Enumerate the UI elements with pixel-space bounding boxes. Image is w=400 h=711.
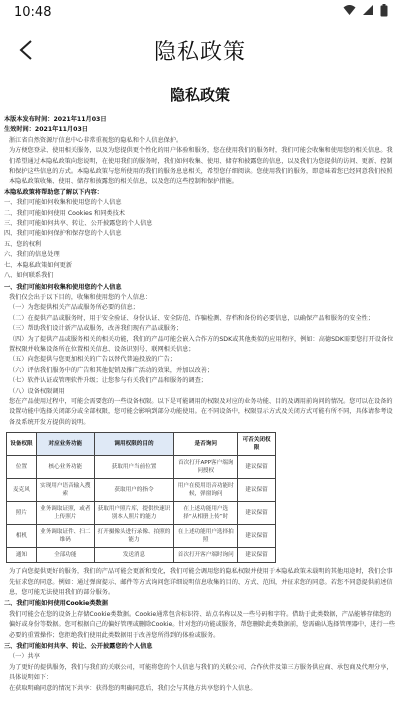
list-item: （七）软件认证或管理软件升级；让您参与有关我们产品和服务的调查； <box>9 377 207 385</box>
subsection-heading: （一）共享 <box>9 653 40 661</box>
table-header: 调用权限的目的 <box>94 433 174 456</box>
table-header: 对应业务功能 <box>36 433 94 456</box>
toc-item: 三、我们可能如何共享、转让、公开披露您的个人信息 <box>4 220 153 228</box>
toc-heading: 本隐私政策将帮助您了解以下内容： <box>4 188 103 196</box>
table-row <box>7 502 276 525</box>
table-cell: 照片 <box>7 502 37 525</box>
section-text: 为了更好的提供服务，我们与我们的关联公司，可能将您的个人信息与我们的关联公司、合作伙伴及第三方服务供应商、承包商及代理分享，具体说明如下： <box>9 663 393 682</box>
privacy-document[interactable] <box>0 80 400 711</box>
table-row <box>7 525 276 548</box>
list-item: （二）在提供产品或服务时，用于安全验证、身份认证、安全防范、诈骗检测、存档和备份的必要信息，以确保产品和服务的安全性； <box>9 314 375 322</box>
list-item: （六）评估我们服务中的广告和其他促销及推广活动的效果，并加以改善； <box>9 366 214 374</box>
back-button[interactable] <box>10 34 42 66</box>
document-title: 隐私政策 <box>169 86 230 104</box>
section-heading: 二、我们可能如何使用Cookie类数据 <box>4 600 108 608</box>
list-item: （八）设备权限调用 <box>9 387 65 395</box>
list-item: （五）向您提供与您更加相关的广告以替代普遍投放的广告； <box>9 356 177 364</box>
table-row <box>7 548 276 563</box>
table-cell: 相机 <box>7 525 37 548</box>
page-title: 隐私政策 <box>153 39 246 65</box>
intro-paragraph: 为方便您登录、使用相关服务，以及为您提供更个性化的用户体验和服务，您在使用我们的服务时，我们可能会收集和使用您的相关信息。我们希望通过本隐私政策向您说明，在使用我们的服务时，我们如何收集、使用、储存和披露您的信息，以及我们为您提供的访问、更新、控制和保护这些信息的方式。本隐私政策与您所使用的我们的服务息息相关，希望您仔细阅读。您使用我们的服务，即意味着您已经同意我们按照本隐私政策收集、使用、储存和披露您的相关信息，以及您的这些控制和保护措施。 <box>9 147 393 186</box>
table-cell: 发送消息 <box>94 548 174 563</box>
permission-intro: 您在产品使用过程中，可能会需要您的一些设备权限。以下是可能调用的权限及对应的业务功能、目的及调用前询问的情况。您可以在设备的设置功能中选择关闭部分或全部权限，您可能会影响到部分功能使用。在不同设备中，权限显示方式及关闭方式可能有所不同，具体请参考设备及系统开发方提供的说明。 <box>9 397 393 426</box>
table-cell: 首次打开客户端时询问 <box>174 548 238 563</box>
table-cell: 建议保留 <box>238 456 276 479</box>
effective-date: 生效时间：2021年11月03日 <box>4 126 88 134</box>
signal-icon <box>362 4 374 20</box>
list-item: （四）为了提供产品或服务相关的相关功能，我们的产品可能会嵌入合作方的SDK或其他类似的应用程序，例如：高德SDK需要您打开设备位置权限并收集设备所在位置相关信息、设备识别号、联网相关信息； <box>9 335 394 353</box>
table-cell: 在上述功能用户选择拍照 <box>174 525 238 548</box>
status-time: 10:48 <box>14 4 52 20</box>
table-header: 设备权限 <box>7 433 37 456</box>
table-cell: 获取用户照片库，提供快速识别本人照片的能力 <box>94 502 174 525</box>
status-icons <box>343 4 388 21</box>
table-cell: 打开摄像头进行录像、拍照的能力 <box>94 525 174 548</box>
table-row <box>7 479 276 502</box>
table-cell: 建议保留 <box>238 479 276 502</box>
battery-icon <box>380 4 388 21</box>
table-header-row <box>7 433 276 456</box>
toc-item: 八、如何联系我们 <box>4 272 54 280</box>
table-cell: 获取用户当前位置 <box>94 456 174 479</box>
toc-item: 六、我们的信息处理 <box>4 251 60 259</box>
table-cell: 业务调取证件、扫二维码 <box>36 525 94 548</box>
app-bar <box>0 24 400 76</box>
release-date: 本版本发布时间：2021年11月03日 <box>4 116 107 123</box>
table-cell: 首次打开APP客户端询问授权 <box>174 456 238 479</box>
table-cell: 位置 <box>7 456 37 479</box>
list-item: （三）帮助我们设计新产品或服务，改善我们现有产品或服务； <box>9 325 183 333</box>
table-cell: 麦克风 <box>7 479 37 502</box>
toc-item: 七、本隐私政策如何更新 <box>4 261 73 269</box>
table-cell: 在上述功能用户选择“从相册上传”时 <box>174 502 238 525</box>
toc-item: 四、我们可能如何保护和保存您的个人信息 <box>4 230 122 238</box>
toc-item: 一、我们可能如何收集和使用您的个人信息 <box>4 199 122 207</box>
table-cell: 核心业务功能 <box>36 456 94 479</box>
intro-paragraph: 浙江省自然资源厅信息中心非常重视您的隐私和个人信息保护。 <box>9 136 183 144</box>
table-header: 是否询问 <box>174 433 238 456</box>
table-cell: 用户在使用语音功能时候，弹窗询问 <box>174 479 238 502</box>
section-text: 我们仅会出于以下目的，收集和使用您的个人信息： <box>9 293 152 301</box>
table-cell: 通知 <box>7 548 37 563</box>
table-cell: 全部功能 <box>36 548 94 563</box>
table-cell: 建议保留 <box>238 502 276 525</box>
toc-item: 五、您的权利 <box>4 240 42 248</box>
back-arrow-icon <box>18 39 34 61</box>
section-text: 在获取明确同意的情况下共享：获得您的明确同意后，我们会与其他方共享您的个人信息。 <box>9 684 257 692</box>
section-heading: 三、我们可能如何共享、转让、公开披露您的个人信息 <box>4 643 153 651</box>
status-bar <box>0 0 400 24</box>
wifi-icon <box>343 4 356 20</box>
table-header: 可否关闭权限 <box>238 433 276 456</box>
table-cell: 实现用户语音输入搜索 <box>36 479 94 502</box>
list-item: （一）为您提供相关产品或服务所必要的信息； <box>9 304 139 312</box>
section-text: 为了向您提供更好的服务，我们的产品可能会更新和变化，我们可能会调用您的隐私权限并使用于本隐私政策未载明的其他用途时，我们会事先征求您的同意。例如：通过弹窗提示、邮件等方式询问您详细说明信息收集的目的、方式、范围，并征求您的同意。若您不同意提供前述信息，您可能无法使用我们的部分服务。 <box>9 568 393 596</box>
table-cell: 业务调取证照，或者上传照片 <box>36 502 94 525</box>
table-cell: 建议保留 <box>238 525 276 548</box>
toc-item: 二、我们可能如何使用 Cookies 和同类技术 <box>4 209 125 217</box>
table-cell: 获取用户的指令 <box>94 479 174 502</box>
table-cell: 建议保留 <box>238 548 276 563</box>
table-row <box>7 456 276 479</box>
section-heading: 一、我们可能如何收集和使用您的个人信息 <box>4 283 122 291</box>
permission-table <box>6 432 276 563</box>
section-text: 我们可能会在您的设备上存储Cookie类数据。Cookie通常包含标识符、站点名称以及一些号码和字符。借助于此类数据，产品能够存储您的偏好或身份等数据。您可根据自己的偏好管理或删除Cookie。针对您的功能或服务，帮您删除此类数据前，您需确认选择管理器中，进行一些必要的重置操作；您拒绝我们使用此类数据用于改善您所得到的体验或服务。 <box>9 610 396 639</box>
